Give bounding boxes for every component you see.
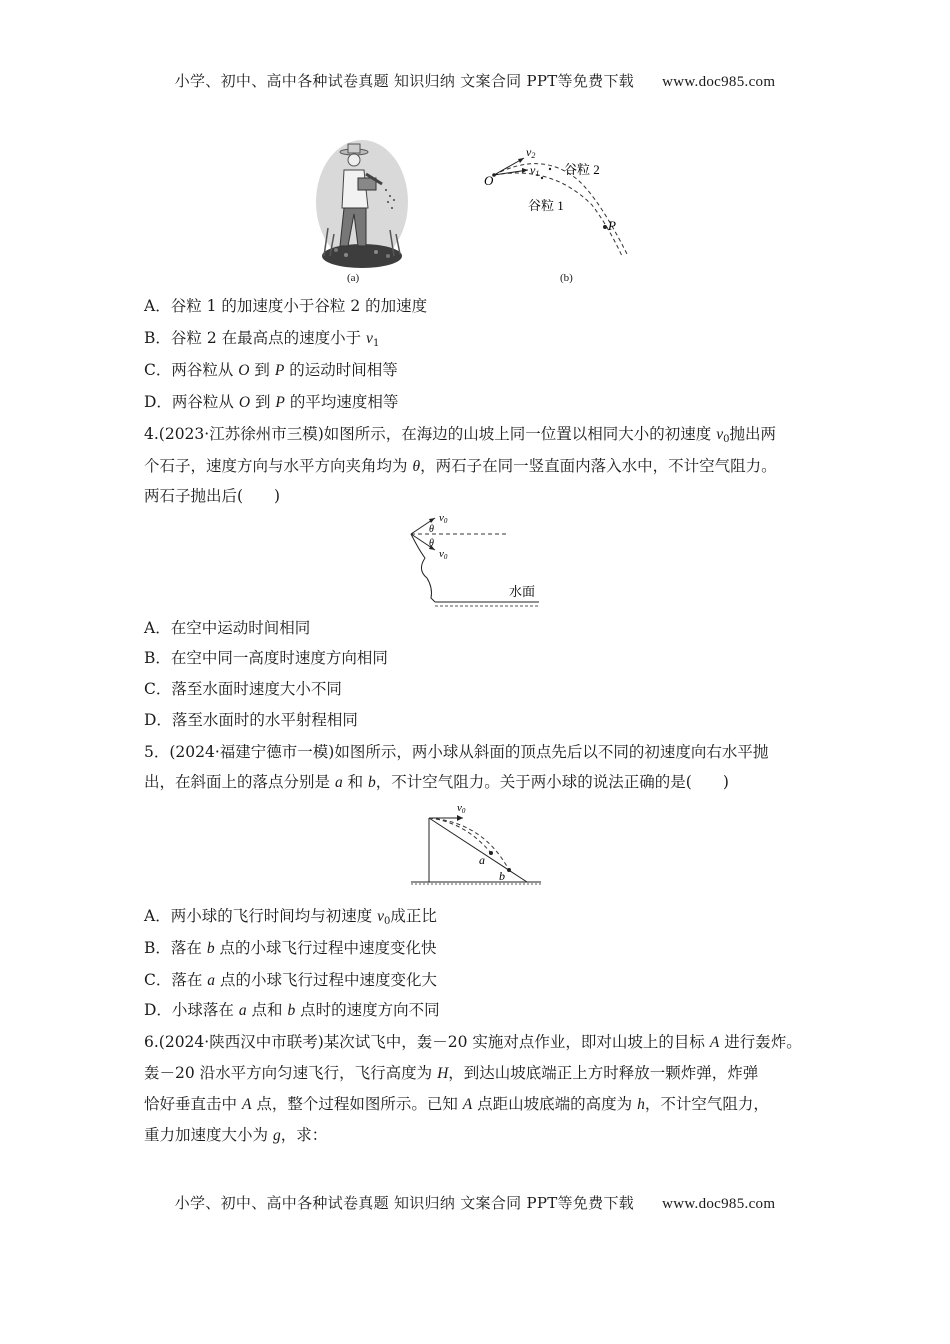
- q5-option-a: A．两小球的飞行时间均与初速度 $v_0$成正比: [144, 907, 437, 927]
- header-site: www.doc985.com: [662, 74, 776, 90]
- q4-fig-v0-top: v0: [439, 512, 448, 525]
- q6-line2: 轰－20 沿水平方向匀速飞行，飞行高度为 H，到达山坡底端正上方时释放一颗炸弹，炸弹: [144, 1064, 759, 1082]
- q3-option-a: A．谷粒 1 的加速度小于谷粒 2 的加速度: [144, 297, 428, 315]
- label-o: O: [484, 173, 494, 188]
- q4-fig-water-label: 水面: [509, 584, 536, 599]
- q5-fig-v0: v0: [457, 802, 466, 815]
- label-v1: v1: [530, 163, 540, 178]
- q4-stem-line3: 两石子抛出后( ): [144, 487, 281, 505]
- q3-option-d: D．两谷粒从 O 到 P 的平均速度相等: [144, 393, 399, 411]
- q3-option-b: B．谷粒 2 在最高点的速度小于 $v_1$: [144, 329, 380, 349]
- q5-stem-line1: 5．(2024·福建宁德市一模)如图所示，两小球从斜面的顶点先后以不同的初速度向右水平抛: [144, 743, 769, 761]
- figure-a-farmer-illustration: [316, 138, 408, 286]
- figure-b-caption: (b): [560, 272, 573, 284]
- q4-fig-v0-bottom: v0: [439, 548, 448, 561]
- label-v2: v2: [526, 145, 536, 160]
- q4-fig-theta-bottom: θ: [429, 538, 434, 549]
- q5-stem-line2: 出，在斜面上的落点分别是 a 和 b，不计空气阻力。关于两小球的说法正确的是( ): [144, 773, 729, 791]
- figure-b-trajectories: [482, 140, 634, 262]
- q4-stem-line1: 4.(2023·江苏徐州市三模)如图所示，在海边的山坡上同一位置以相同大小的初速度 $v_0$抛出两: [144, 425, 776, 445]
- q4-option-c: C．落至水面时速度大小不同: [144, 680, 342, 698]
- q4-option-a: A．在空中运动时间相同: [144, 619, 311, 637]
- q4-figure-cliff: [405, 510, 545, 610]
- q5-figure-incline: [405, 798, 547, 890]
- label-grain1: 谷粒 1: [528, 198, 564, 213]
- q3-option-c: C．两谷粒从 O 到 P 的运动时间相等: [144, 361, 398, 379]
- page-header: [0, 70, 950, 91]
- footer-site: www.doc985.com: [662, 1196, 776, 1212]
- q5-fig-b: b: [499, 869, 505, 883]
- q5-fig-a: a: [479, 853, 485, 867]
- figure-a-caption: (a): [347, 272, 360, 284]
- q6-line4: 重力加速度大小为 g，求：: [144, 1126, 328, 1144]
- label-grain2: 谷粒 2: [564, 162, 600, 177]
- footer-text: 小学、初中、高中各种试卷真题 知识归纳 文案合同 PPT等免费下载: [174, 1194, 635, 1212]
- header-text: 小学、初中、高中各种试卷真题 知识归纳 文案合同 PPT等免费下载: [174, 72, 635, 90]
- q4-option-b: B．在空中同一高度时速度方向相同: [144, 649, 388, 667]
- q6-line1: 6.(2024·陕西汉中市联考)某次试飞中，轰－20 实施对点作业，即对山坡上的目标 A 进行轰炸。: [144, 1033, 802, 1051]
- q6-line3: 恰好垂直击中 A 点，整个过程如图所示。已知 A 点距山坡底端的高度为 h，不计空气阻力，: [144, 1095, 769, 1113]
- page-footer: [0, 1192, 950, 1213]
- q4-stem-line2: 个石子，速度方向与水平方向夹角均为 θ，两石子在同一竖直面内落入水中，不计空气阻力。: [144, 457, 777, 475]
- q5-option-b: B．落在 b 点的小球飞行过程中速度变化快: [144, 939, 437, 957]
- q5-option-d: D．小球落在 a 点和 b 点时的速度方向不同: [144, 1001, 440, 1019]
- q5-option-c: C．落在 a 点的小球飞行过程中速度变化大: [144, 971, 437, 989]
- q4-fig-theta-top: θ: [429, 524, 434, 535]
- label-p: P: [608, 218, 616, 233]
- q4-option-d: D．落至水面时的水平射程相同: [144, 711, 358, 729]
